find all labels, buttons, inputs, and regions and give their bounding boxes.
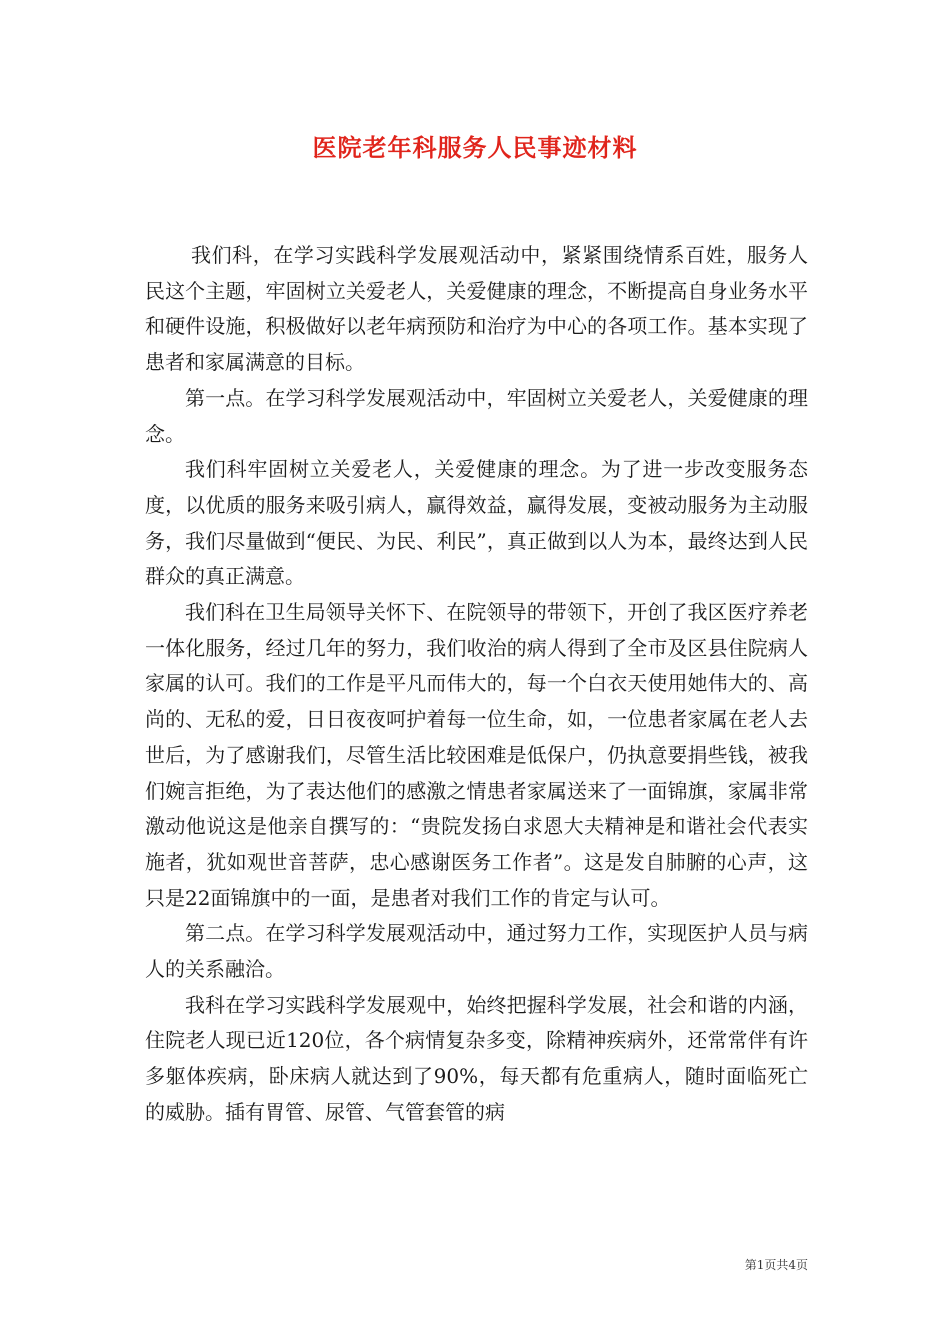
paragraph-service-attitude: 我们科牢固树立关爱老人，关爱健康的理念。为了进一步改变服务态度，以优质的服务来吸引病人，赢得效益，赢得发展，变被动服务为主动服务，我们尽量做到“便民、为民、利民”，真正做到以人为本，最终达到人民群众的真正满意。 (145, 457, 808, 589)
page-number-footer: 第1页共4页 (744, 1258, 808, 1272)
paragraph-point-one-heading: 第一点。在学习科学发展观活动中，牢固树立关爱老人，关爱健康的理念。 (145, 385, 808, 446)
paragraph-point-two-heading: 第二点。在学习科学发展观活动中，通过努力工作，实现医护人员与病人的关系融洽。 (145, 921, 808, 982)
document-body (145, 238, 808, 1131)
paragraph-intro: 我们科，在学习实践科学发展观活动中，紧紧围绕情系百姓，服务人民这个主题，牢固树立关爱老人，关爱健康的理念，不断提高自身业务水平和硬件设施，积极做好以老年病预防和治疗为中心的各项工作。基本实现了患者和家属满意的目标。 (145, 243, 808, 375)
paragraph-achievements: 我们科在卫生局领导关怀下、在院领导的带领下，开创了我区医疗养老一体化服务，经过几年的努力，我们收治的病人得到了全市及区县住院病人家属的认可。我们的工作是平凡而伟大的，每一个白衣天使用她伟大的、高尚的、无私的爱，日日夜夜呵护着每一位生命，如，一位患者家属在老人去世后，为了感谢我们，尽管生活比较困难是低保户，仍执意要捐些钱，被我们婉言拒绝，为了表达他们的感激之情患者家属送来了一面锦旗，家属非常激动他说这是他亲自撰写的：“贵院发扬白求恩大夫精神是和谐社会代表实施者，犹如观世音菩萨，忠心感谢医务工作者”。这是发自肺腑的心声，这只是22面锦旗中的一面，是患者对我们工作的肯定与认可。 (145, 600, 808, 910)
document-title: 医院老年科服务人民事迹材料 (312, 133, 638, 162)
paragraph-patient-care: 我科在学习实践科学发展观中，始终把握科学发展，社会和谐的内涵，住院老人现已近120位，各个病情复杂多变，除精神疾病外，还常常伴有许多躯体疾病，卧床病人就达到了90%，每天都有危重病人，随时面临死亡的威胁。插有胃管、尿管、气管套管的病 (145, 992, 808, 1124)
